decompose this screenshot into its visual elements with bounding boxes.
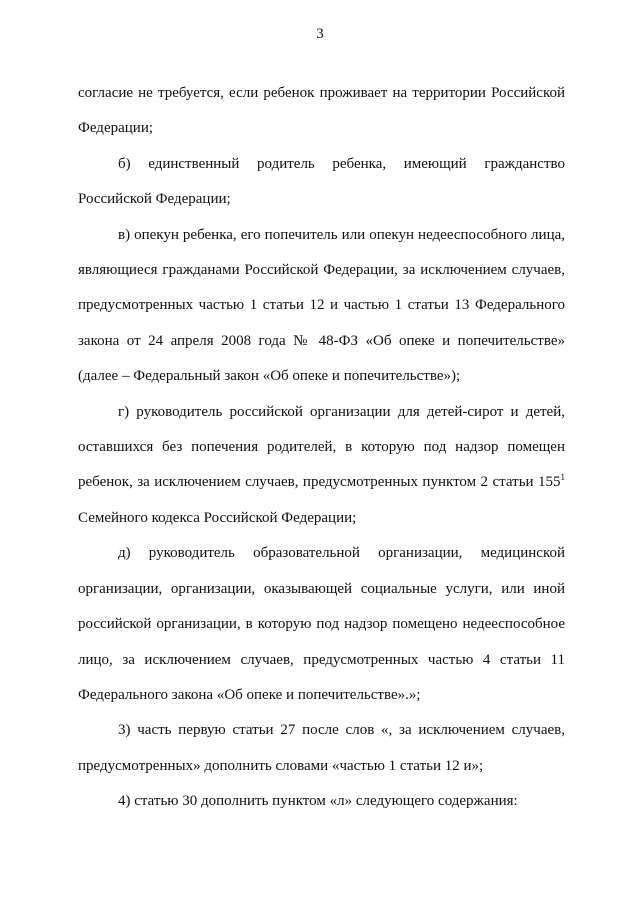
text-line: российской организации, в которую под надзор помещено недееспособное — [78, 616, 565, 633]
paragraph-v — [78, 218, 565, 395]
page-number: 3 — [316, 26, 324, 42]
document-body — [78, 76, 565, 820]
text-line: 3) часть первую статьи 27 после слов «, за исключением случаев, — [118, 722, 565, 739]
paragraph-g — [78, 395, 565, 537]
text-line-content: ребенок, за исключением случаев, предусмотренных пунктом 2 статьи 155 — [78, 474, 561, 491]
paragraph-consent — [78, 76, 565, 147]
text-line: Федерального закона «Об опеке и попечительстве».»; — [78, 686, 421, 703]
text-line: Российской Федерации; — [78, 191, 231, 208]
text-line: предусмотренных частью 1 статьи 12 и частью 1 статьи 13 Федерального — [78, 297, 565, 314]
text-line: являющиеся гражданами Российской Федерации, за исключением случаев, — [78, 262, 565, 279]
paragraph-d — [78, 536, 565, 713]
text-line: г) руководитель российской организации для детей-сирот и детей, — [118, 403, 565, 420]
text-line: д) руководитель образовательной организации, медицинской — [118, 545, 565, 562]
paragraph-3 — [78, 713, 565, 784]
text-line: б) единственный родитель ребенка, имеющий гражданство — [118, 155, 565, 172]
text-line: Федерации; — [78, 120, 154, 137]
text-line-with-footnote — [78, 465, 565, 500]
text-line: (далее – Федеральный закон «Об опеке и попечительстве»); — [78, 368, 461, 385]
text-line: организации, организации, оказывающей социальные услуги, или иной — [78, 580, 565, 597]
text-line: оставшихся без попечения родителей, в которую под надзор помещен — [78, 439, 565, 456]
text-line: 4) статью 30 дополнить пунктом «л» следующего содержания: — [118, 793, 518, 810]
text-line: закона от 24 апреля 2008 года № 48-ФЗ «Об опеке и попечительстве» — [78, 332, 565, 349]
paragraph-4 — [78, 784, 565, 819]
text-line: Семейного кодекса Российской Федерации; — [78, 509, 357, 526]
text-line: в) опекун ребенка, его попечитель или опекун недееспособного лица, — [118, 226, 565, 243]
superscript-mark: 1 — [560, 472, 565, 483]
text-line: лицо, за исключением случаев, предусмотренных частью 4 статьи 11 — [78, 651, 565, 668]
text-line: предусмотренных» дополнить словами «частью 1 статьи 12 и»; — [78, 757, 484, 774]
paragraph-b — [78, 147, 565, 218]
text-line: согласие не требуется, если ребенок проживает на территории Российской — [78, 85, 565, 101]
